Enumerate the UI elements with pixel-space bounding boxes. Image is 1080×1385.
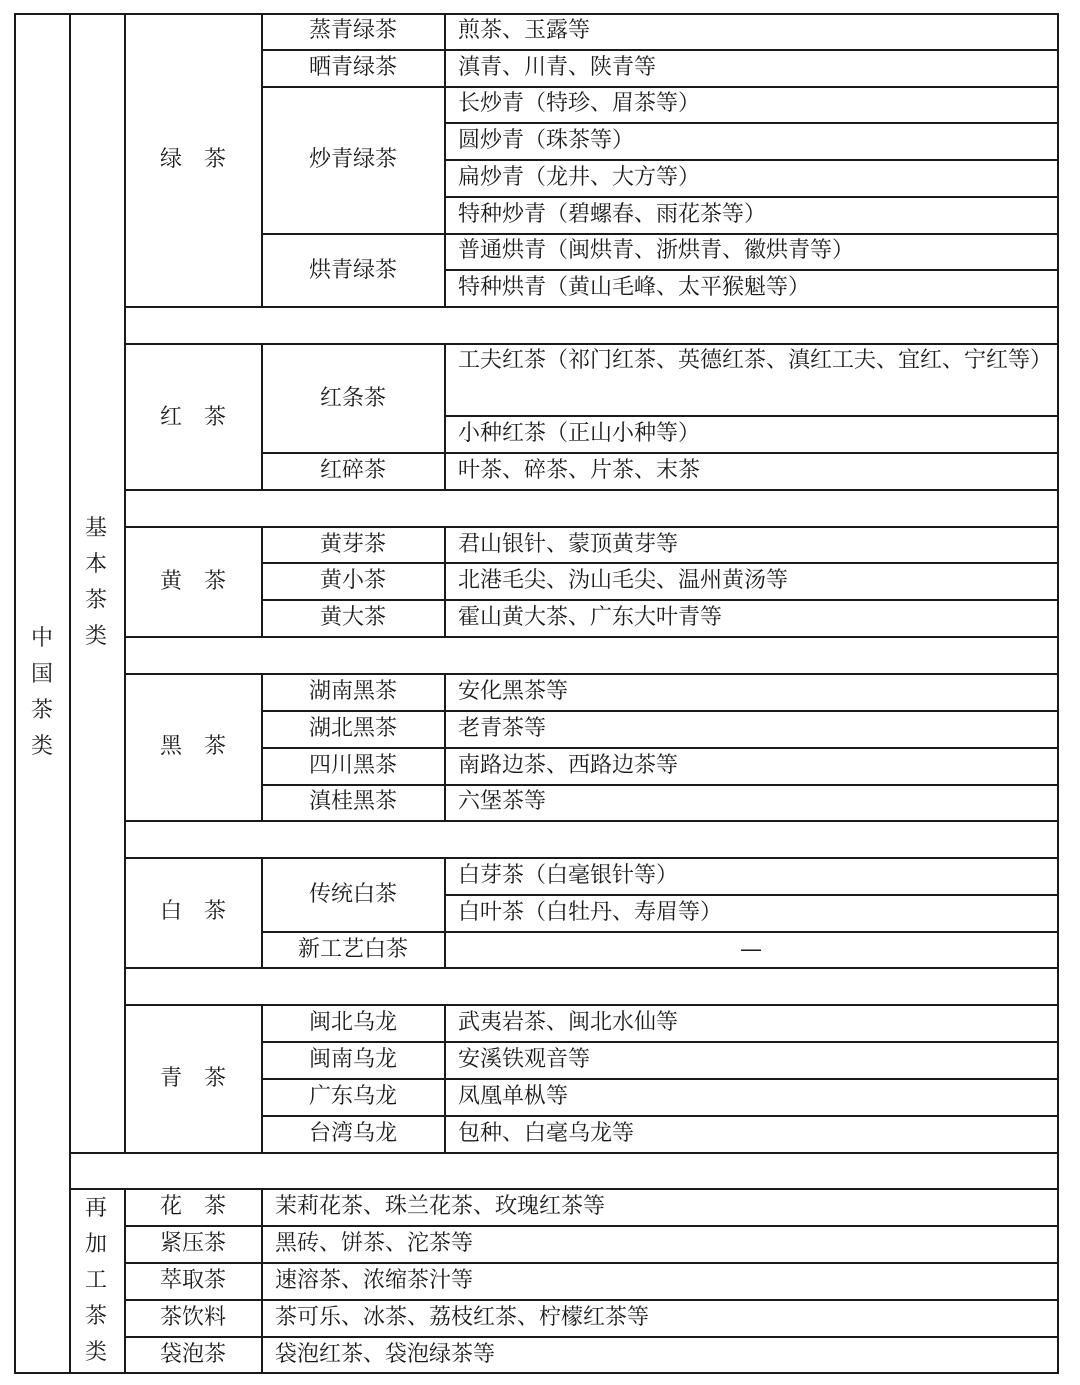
rule	[261, 1041, 1059, 1043]
reprocessed-examples: 黑砖、饼茶、沱茶等	[275, 1231, 474, 1256]
rule	[261, 86, 1059, 88]
rule	[124, 673, 1059, 675]
rule	[261, 49, 1059, 51]
subtype-cell: 传统白茶	[308, 882, 398, 907]
rule	[261, 452, 1059, 454]
subtype-cell: 台湾乌龙	[308, 1121, 398, 1146]
reprocessed-tea-label: 再加工茶类	[84, 1196, 107, 1365]
examples-cell: 煎茶、玉露等	[458, 18, 591, 43]
subtype-cell: 湖南黑茶	[308, 679, 398, 704]
examples-cell: 普通烘青（闽烘青、浙烘青、徽烘青等）	[458, 238, 855, 263]
subtype-cell: 炒青绿茶	[308, 147, 398, 172]
rule	[261, 562, 1059, 564]
rule	[444, 159, 1059, 161]
subtype-cell: 蒸青绿茶	[308, 18, 398, 43]
rule	[69, 1188, 1059, 1190]
examples-cell: 安化黑茶等	[458, 679, 569, 704]
rule	[261, 710, 1059, 712]
subtype-cell: 湖北黑茶	[308, 716, 398, 741]
examples-cell: 白芽茶（白毫银针等）	[458, 863, 679, 888]
reprocessed-examples: 袋泡红茶、袋泡绿茶等	[275, 1342, 496, 1367]
subtype-cell: 闽南乌龙	[308, 1047, 398, 1072]
rule	[261, 13, 263, 308]
examples-cell: 北港毛尖、沩山毛尖、温州黄汤等	[458, 568, 789, 593]
rule	[444, 894, 1059, 896]
rule	[444, 673, 446, 822]
examples-cell: 白叶茶（白牡丹、寿眉等）	[458, 900, 723, 925]
subtype-cell: 红条茶	[319, 386, 387, 411]
reprocessed-category: 茶饮料	[159, 1305, 227, 1330]
rule	[444, 122, 1059, 124]
examples-cell: 扁炒青（龙井、大方等）	[458, 165, 701, 190]
rule	[69, 1152, 1059, 1154]
examples-cell: 君山银针、蒙顶黄芽等	[458, 532, 679, 557]
category-oolong: 青 茶	[159, 1066, 227, 1091]
root-label: 中国茶类	[30, 626, 53, 759]
reprocessed-category: 袋泡茶	[159, 1342, 227, 1367]
category-green: 绿 茶	[159, 147, 227, 172]
subtype-cell: 烘青绿茶	[308, 258, 398, 283]
reprocessed-category: 花 茶	[159, 1194, 227, 1219]
examples-cell: 南路边茶、西路边茶等	[458, 753, 679, 778]
rule	[261, 857, 263, 969]
table-border-right	[1057, 13, 1059, 1374]
subtype-cell: 红碎茶	[319, 458, 387, 483]
reprocessed-examples: 茶可乐、冰茶、荔枝红茶、柠檬红茶等	[275, 1305, 650, 1330]
reprocessed-category: 紧压茶	[159, 1231, 227, 1256]
rule	[124, 1299, 1059, 1301]
rule	[261, 1078, 1059, 1080]
examples-cell: 圆炒青（珠茶等）	[458, 128, 635, 153]
rule	[124, 967, 1059, 969]
examples-cell: 包种、白毫乌龙等	[458, 1121, 635, 1146]
examples-cell: 小种红茶（正山小种等）	[458, 421, 701, 446]
examples-cell: 特种炒青（碧螺春、雨花茶等）	[458, 202, 767, 227]
examples-cell: 叶茶、碎茶、片茶、末茶	[458, 458, 701, 483]
category-yellow: 黄 茶	[159, 569, 227, 594]
rule	[261, 784, 1059, 786]
basic-tea-label: 基本茶类	[84, 516, 107, 649]
reprocessed-examples: 茉莉花茶、珠兰花茶、玫瑰红茶等	[275, 1194, 606, 1219]
rule	[124, 857, 1059, 859]
rule	[261, 343, 263, 491]
rule	[124, 820, 1059, 822]
examples-cell: 凤凰单枞等	[458, 1084, 569, 1109]
examples-cell: 长炒青（特珍、眉茶等）	[458, 91, 701, 116]
rule	[124, 1004, 1059, 1006]
examples-cell-empty: —	[740, 937, 762, 962]
reprocessed-category: 萃取茶	[159, 1268, 227, 1293]
subtype-cell: 黄大茶	[319, 605, 387, 630]
subtype-cell: 晒青绿茶	[308, 55, 398, 80]
rule	[124, 306, 1059, 308]
table-border-top	[14, 13, 1059, 15]
rule	[444, 343, 446, 491]
rule	[261, 1115, 1059, 1117]
subtype-cell: 广东乌龙	[308, 1084, 398, 1109]
examples-cell: 霍山黄大茶、广东大叶青等	[458, 605, 723, 630]
rule	[444, 857, 446, 969]
category-dark: 黑 茶	[159, 734, 227, 759]
rule	[124, 1225, 1059, 1227]
category-white: 白 茶	[159, 899, 227, 924]
rule	[444, 196, 1059, 198]
subtype-cell: 闽北乌龙	[308, 1010, 398, 1035]
rule	[124, 636, 1059, 638]
examples-cell: 特种烘青（黄山毛峰、太平猴魁等）	[458, 275, 811, 300]
rule	[444, 526, 446, 638]
rule	[444, 1004, 446, 1154]
rule	[124, 1336, 1059, 1338]
rule	[261, 526, 263, 638]
rule	[261, 233, 1059, 235]
rule	[261, 1188, 263, 1374]
rule	[69, 13, 71, 1374]
rule	[261, 1004, 263, 1154]
rule	[124, 489, 1059, 491]
rule	[261, 673, 263, 822]
rule	[444, 415, 1059, 417]
subtype-cell: 滇桂黑茶	[308, 789, 398, 814]
rule	[124, 13, 126, 1154]
table-border-left	[14, 13, 16, 1374]
examples-cell: 工夫红茶（祁门红茶、英德红茶、滇红工夫、宜红、宁红等）	[458, 348, 1053, 373]
examples-cell: 武夷岩茶、闽北水仙等	[458, 1010, 679, 1035]
rule	[444, 269, 1059, 271]
rule	[444, 13, 446, 308]
rule	[261, 599, 1059, 601]
subtype-cell: 四川黑茶	[308, 753, 398, 778]
subtype-cell: 黄小茶	[319, 568, 387, 593]
table-border-bottom	[14, 1372, 1059, 1374]
examples-cell: 滇青、川青、陕青等	[458, 55, 657, 80]
examples-cell: 安溪铁观音等	[458, 1047, 591, 1072]
examples-cell: 老青茶等	[458, 716, 547, 741]
subtype-cell: 新工艺白茶	[297, 937, 409, 962]
examples-cell: 六堡茶等	[458, 789, 547, 814]
subtype-cell: 黄芽茶	[319, 532, 387, 557]
rule	[124, 1188, 126, 1374]
reprocessed-examples: 速溶茶、浓缩茶汁等	[275, 1268, 474, 1293]
rule	[261, 931, 1059, 933]
rule	[124, 526, 1059, 528]
category-black: 红 茶	[159, 405, 227, 430]
rule	[124, 1262, 1059, 1264]
rule	[261, 747, 1059, 749]
